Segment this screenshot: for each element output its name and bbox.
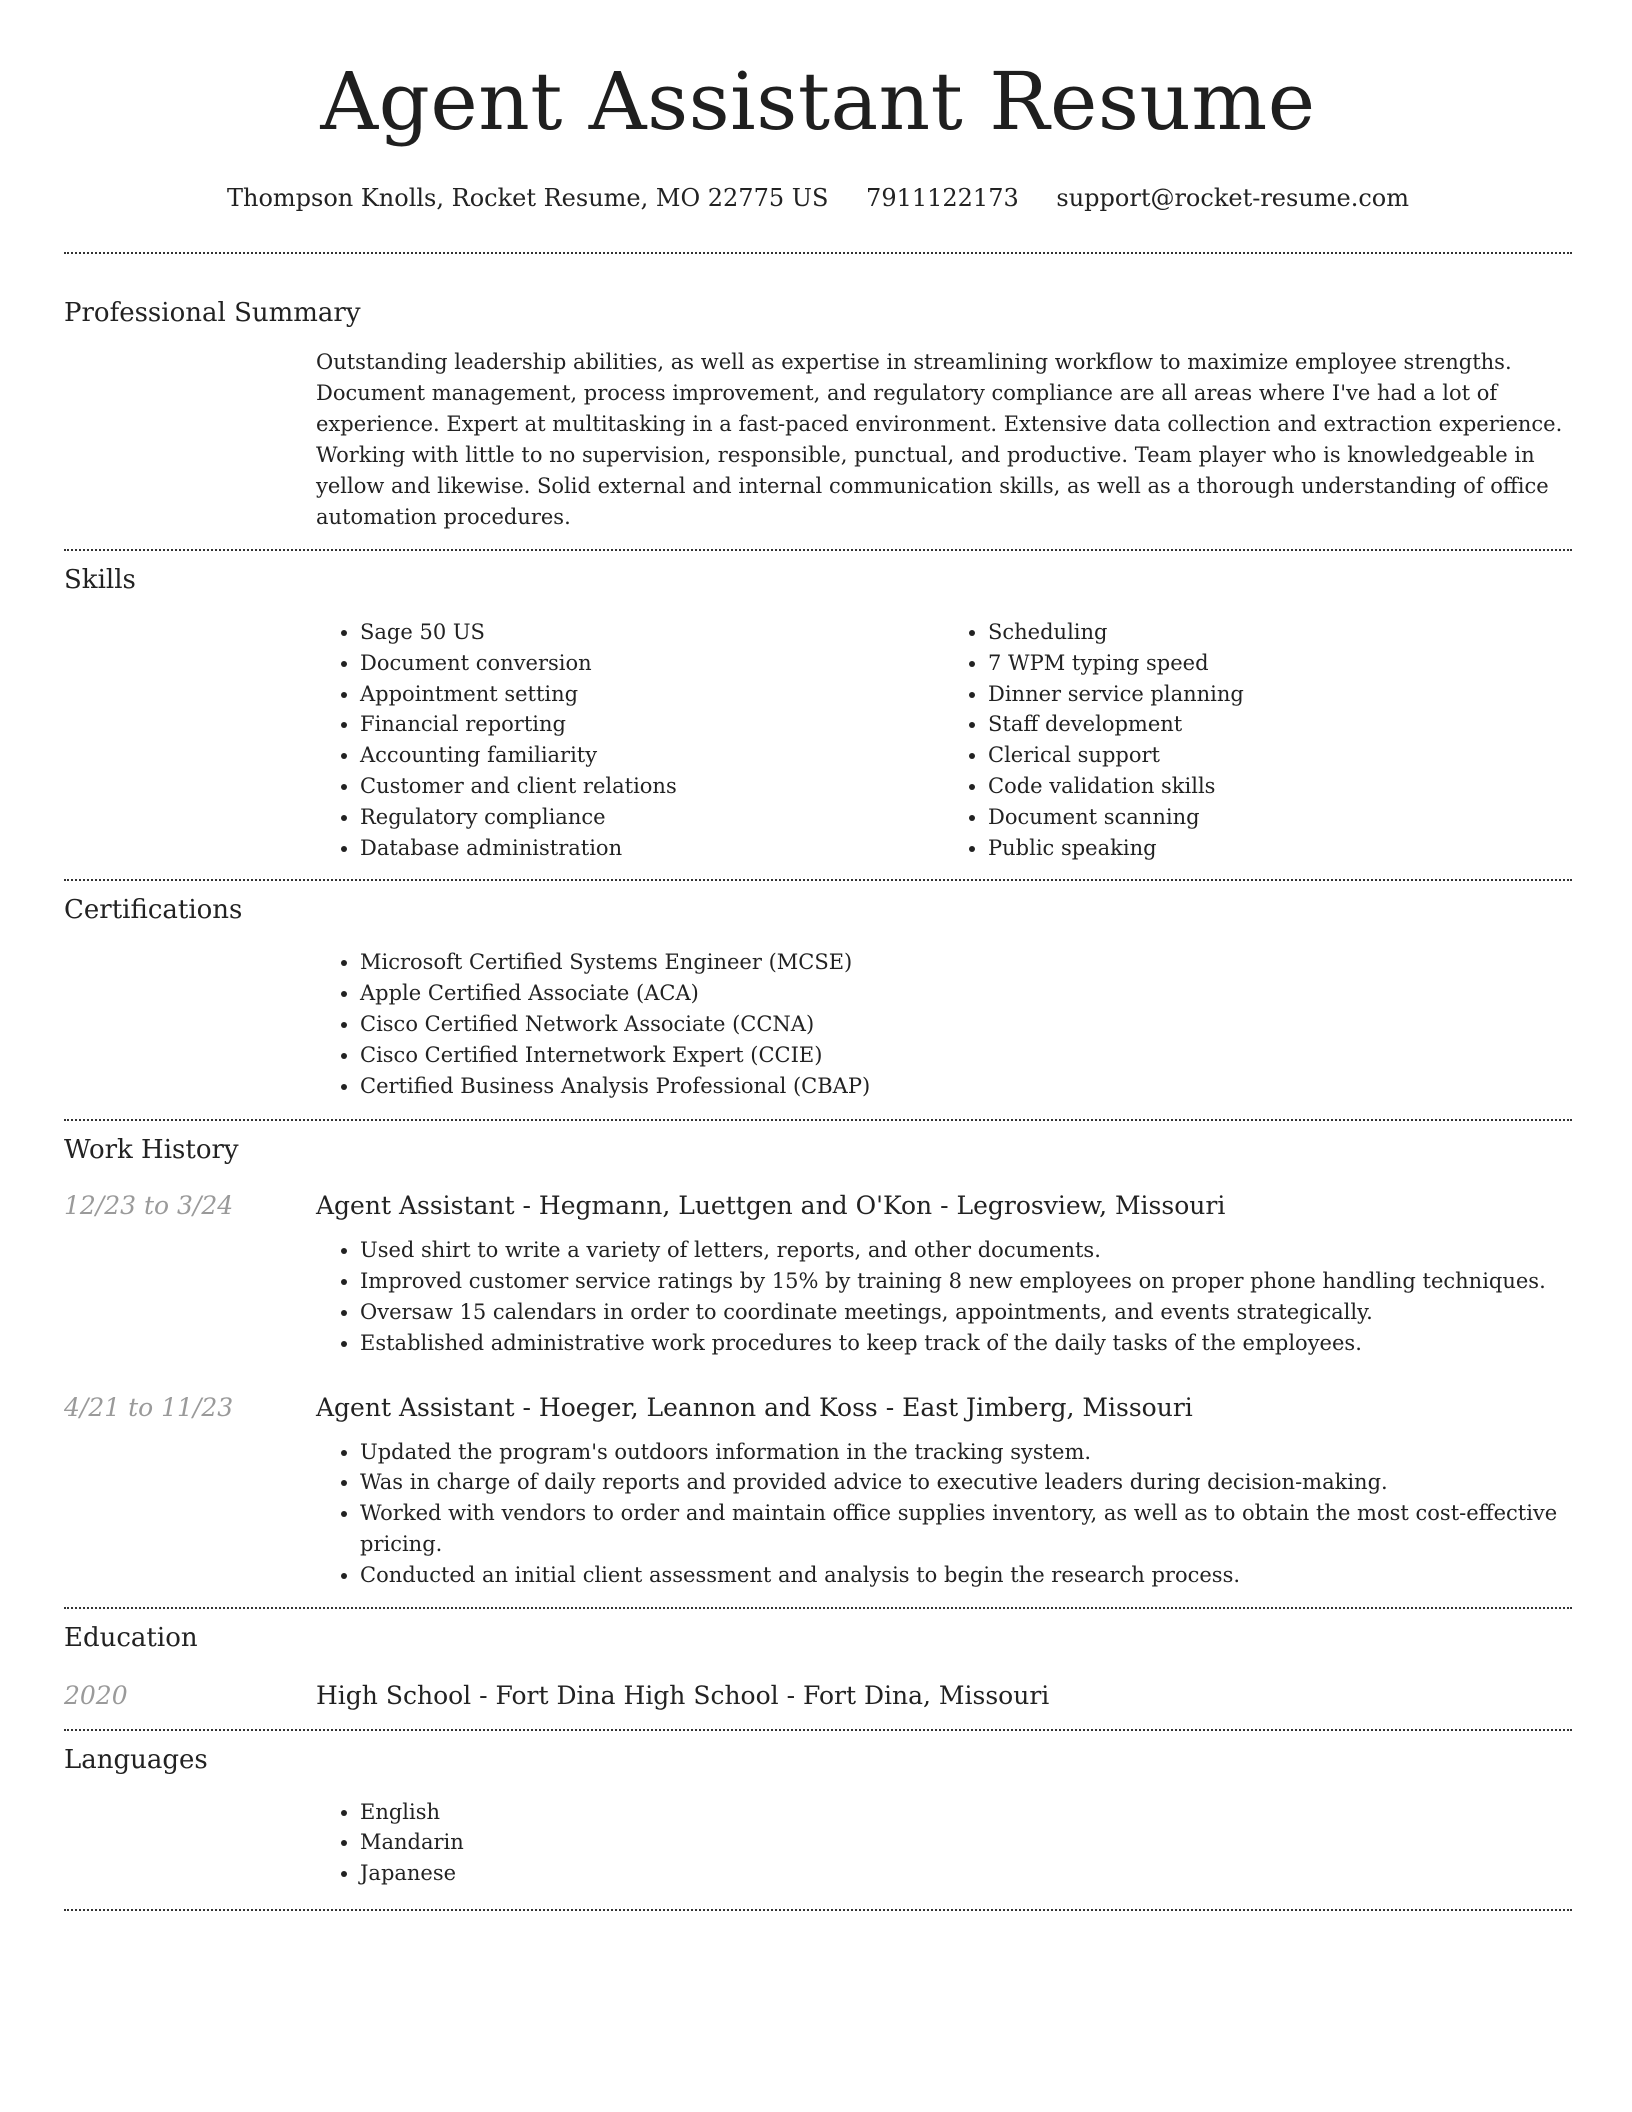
certifications-section bbox=[64, 893, 1572, 1101]
job-dates: 12/23 to 3/24 bbox=[64, 1191, 234, 1221]
section-title: Languages bbox=[64, 1744, 208, 1775]
skills-section bbox=[64, 563, 1572, 863]
section-title: Skills bbox=[64, 565, 136, 595]
contact-line bbox=[64, 182, 1572, 214]
contact-email: support@rocket-resume.com bbox=[1056, 184, 1410, 212]
certification-item: • Apple Certified Associate (ACA) bbox=[360, 978, 1572, 1009]
skills-list-right bbox=[944, 617, 1572, 863]
education-section bbox=[64, 1621, 1572, 1713]
language-item: • English bbox=[360, 1797, 1572, 1828]
skill-item: • Financial reporting bbox=[360, 709, 944, 740]
divider bbox=[64, 1119, 1572, 1121]
job-bullets bbox=[316, 1437, 1572, 1591]
job-heading: Agent Assistant - Hegmann, Luettgen and O'Kon - Legrosview, Missouri bbox=[316, 1191, 1226, 1221]
section-title: Work History bbox=[64, 1135, 239, 1166]
skill-item: • Sage 50 US bbox=[360, 617, 944, 648]
skill-item: • Regulatory compliance bbox=[360, 802, 944, 833]
summary-section bbox=[64, 296, 1572, 533]
skill-item: • Scheduling bbox=[988, 617, 1572, 648]
summary-text: Outstanding leadership abilities, as well as expertise in streamlining workflow to maximize employee strengths. Document management, process improvement, and regulatory compliance are all areas where I've had a lot of experience. Expert at multitasking in a fast-paced environment. Extensive data collection and extraction experience. Working with little to no supervision, responsible, punctual, and productive. Team player who is knowledgeable in yellow and likewise. Solid external and internal communication skills, as well as a thorough understanding of office automation procedures. bbox=[316, 350, 1563, 529]
job-bullet: • Oversaw 15 calendars in order to coordinate meetings, appointments, and events strategically. bbox=[360, 1297, 1572, 1328]
certification-item: • Microsoft Certified Systems Engineer (MCSE) bbox=[360, 947, 1572, 978]
contact-phone: 7911122173 bbox=[866, 184, 1019, 212]
skill-item: • Appointment setting bbox=[360, 679, 944, 710]
skill-item: • 7 WPM typing speed bbox=[988, 648, 1572, 679]
section-title: Certifications bbox=[64, 895, 243, 926]
job-bullet: • Updated the program's outdoors information in the tracking system. bbox=[360, 1437, 1572, 1468]
skill-item: • Public speaking bbox=[988, 833, 1572, 864]
skills-columns bbox=[316, 617, 1572, 863]
work-section bbox=[64, 1133, 1572, 1590]
languages-list bbox=[316, 1797, 1572, 1889]
divider bbox=[64, 1607, 1572, 1609]
job-dates: 4/21 to 11/23 bbox=[64, 1392, 234, 1422]
education-heading: High School - Fort Dina High School - Fort Dina, Missouri bbox=[316, 1680, 1050, 1710]
education-entry bbox=[64, 1679, 1572, 1713]
divider bbox=[64, 252, 1572, 254]
section-title: Education bbox=[64, 1622, 198, 1653]
certification-item: • Cisco Certified Network Associate (CCNA) bbox=[360, 1009, 1572, 1040]
job-entry bbox=[64, 1189, 1572, 1358]
languages-section bbox=[64, 1743, 1572, 1889]
resume-title: Agent Assistant Resume bbox=[320, 55, 1316, 148]
certification-item: • Certified Business Analysis Professional (CBAP) bbox=[360, 1071, 1572, 1102]
language-item: • Mandarin bbox=[360, 1827, 1572, 1858]
job-entry bbox=[64, 1391, 1572, 1591]
skill-item: • Clerical support bbox=[988, 740, 1572, 771]
certification-item: • Cisco Certified Internetwork Expert (CCIE) bbox=[360, 1040, 1572, 1071]
job-bullet: • Worked with vendors to order and maintain office supplies inventory, as well as to obtain the most cost-effective pricing. bbox=[360, 1498, 1572, 1560]
skill-item: • Dinner service planning bbox=[988, 679, 1572, 710]
resume-page bbox=[64, 0, 1572, 1911]
job-heading: Agent Assistant - Hoeger, Leannon and Koss - East Jimberg, Missouri bbox=[316, 1392, 1193, 1422]
skill-item: • Customer and client relations bbox=[360, 771, 944, 802]
skill-item: • Document conversion bbox=[360, 648, 944, 679]
job-bullet: • Conducted an initial client assessment and analysis to begin the research process. bbox=[360, 1560, 1572, 1591]
contact-address: Thompson Knolls, Rocket Resume, MO 22775 US bbox=[226, 184, 829, 212]
certifications-list bbox=[316, 947, 1572, 1101]
section-title: Professional Summary bbox=[64, 298, 361, 328]
education-year: 2020 bbox=[64, 1680, 128, 1710]
job-bullets bbox=[316, 1235, 1572, 1358]
skill-item: • Staff development bbox=[988, 709, 1572, 740]
skill-item: • Database administration bbox=[360, 833, 944, 864]
job-bullet: • Was in charge of daily reports and provided advice to executive leaders during decision-making. bbox=[360, 1467, 1572, 1498]
skill-item: • Accounting familiarity bbox=[360, 740, 944, 771]
skills-list-left bbox=[316, 617, 944, 863]
divider bbox=[64, 549, 1572, 551]
divider bbox=[64, 879, 1572, 881]
job-bullet: • Used shirt to write a variety of letters, reports, and other documents. bbox=[360, 1235, 1572, 1266]
skill-item: • Document scanning bbox=[988, 802, 1572, 833]
divider bbox=[64, 1729, 1572, 1731]
divider bbox=[64, 1909, 1572, 1911]
language-item: • Japanese bbox=[360, 1858, 1572, 1889]
skill-item: • Code validation skills bbox=[988, 771, 1572, 802]
job-bullet: • Improved customer service ratings by 15% by training 8 new employees on proper phone handling techniques. bbox=[360, 1266, 1572, 1297]
job-bullet: • Established administrative work procedures to keep track of the daily tasks of the employees. bbox=[360, 1328, 1572, 1359]
